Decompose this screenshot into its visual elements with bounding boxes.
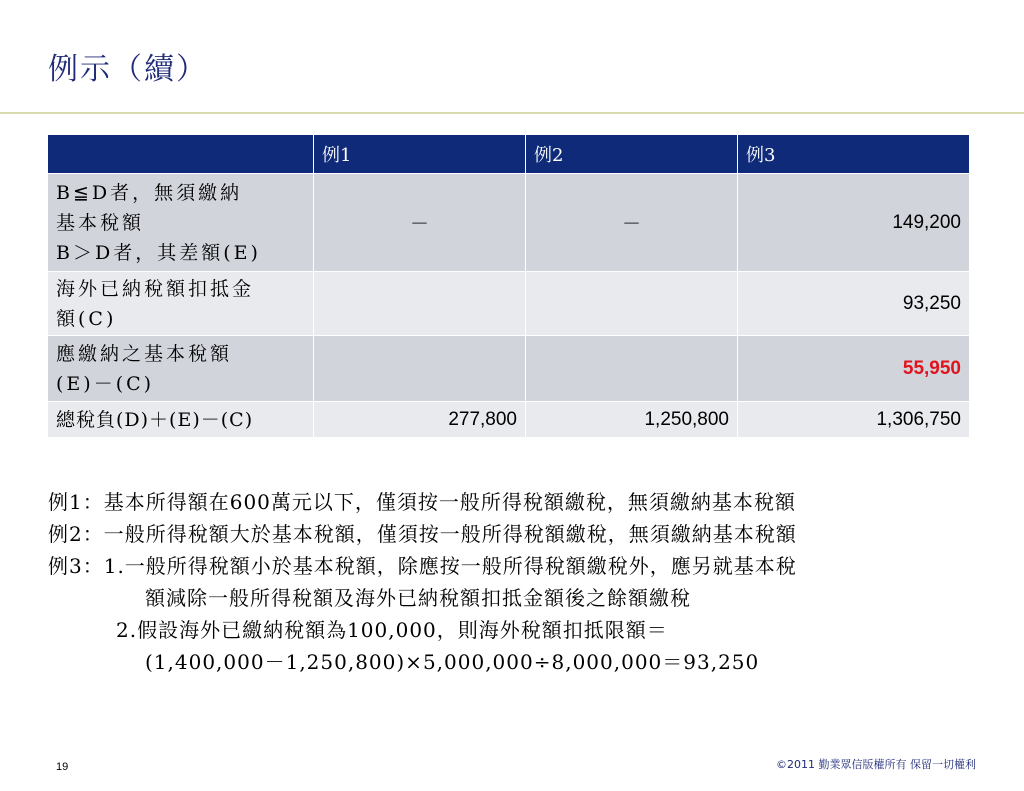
header-example-2 (526, 135, 738, 174)
row-label-line: 海外已納稅額扣抵金 (56, 277, 255, 300)
row-label (48, 402, 314, 438)
row-label-line: 總稅負(D)＋(E)－(C) (56, 408, 254, 431)
table-header-row (48, 135, 970, 174)
row-label (48, 272, 314, 336)
table-cell: 277,800 (314, 402, 526, 438)
row-label-line: 基本稅額 (56, 211, 145, 234)
table-cell: － (314, 174, 526, 272)
header-label: 例3 (746, 145, 776, 166)
table-cell: － (526, 174, 738, 272)
header-example-1 (314, 135, 526, 174)
highlighted-amount: 55,950 (738, 336, 970, 402)
table-row (48, 272, 970, 336)
page-number: 19 (56, 761, 69, 773)
table-row (48, 402, 970, 438)
row-label-line: (E)－(C) (56, 372, 155, 395)
row-label-line: 額(C) (56, 307, 117, 330)
table-cell (526, 336, 738, 402)
slide-title: 例示（續） (48, 52, 208, 87)
table-cell: 93,250 (738, 272, 970, 336)
table-row (48, 174, 970, 272)
tax-example-table (47, 134, 970, 438)
example-notes (48, 486, 978, 678)
note-line: 額減除一般所得稅額及海外已納稅額扣抵金額後之餘額繳稅 (145, 586, 691, 610)
header-empty (48, 135, 314, 174)
table-cell (314, 272, 526, 336)
row-label (48, 336, 314, 402)
header-example-3 (738, 135, 970, 174)
note-line: 2.假設海外已繳納稅額為100,000，則海外稅額扣抵限額＝ (116, 618, 668, 642)
table-cell (526, 272, 738, 336)
row-label-line: B≦D者，無須繳納 (56, 181, 243, 204)
header-label: 例2 (534, 145, 564, 166)
note-line: 例1：基本所得額在600萬元以下，僅須按一般所得稅額繳稅，無須繳納基本稅額 (48, 490, 796, 514)
row-label-line: B＞D者，其差額(E) (56, 241, 261, 264)
table-cell: 1,250,800 (526, 402, 738, 438)
table-cell (314, 336, 526, 402)
note-line: 例3：1.一般所得稅額小於基本稅額，除應按一般所得稅額繳稅外，應另就基本稅 (48, 554, 797, 578)
note-line: 例2：一般所得稅額大於基本稅額，僅須按一般所得稅額繳稅，無須繳納基本稅額 (48, 522, 797, 546)
header-label: 例1 (322, 145, 352, 166)
row-label (48, 174, 314, 272)
title-divider (0, 112, 1024, 114)
table-cell: 149,200 (738, 174, 970, 272)
row-label-line: 應繳納之基本稅額 (56, 342, 233, 365)
table-row (48, 336, 970, 402)
copyright-notice: ©2011 勤業眾信版權所有 保留一切權利 (776, 758, 976, 771)
table-cell: 1,306,750 (738, 402, 970, 438)
note-line: (1,400,000－1,250,800)×5,000,000÷8,000,000＝93,250 (145, 650, 760, 674)
